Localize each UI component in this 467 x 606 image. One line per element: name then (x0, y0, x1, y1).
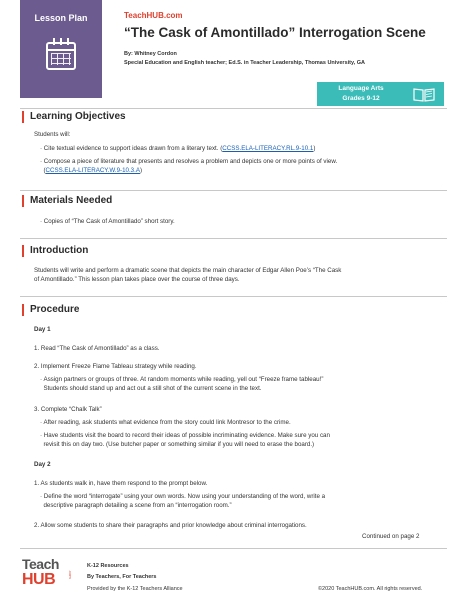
materials-heading: Materials Needed (22, 195, 112, 207)
author-credentials: Special Education and English teacher; Ed.S. in Teacher Leadership, Thomas University, GA (124, 60, 365, 66)
introduction-text: Students will write and perform a dramatic scene that depicts the main character of Edgar Allen Poe’s “The Cask of Amontillado.” This lesson plan takes place over the course of three days. (34, 267, 342, 283)
divider (20, 296, 447, 297)
introduction-heading: Introduction (22, 245, 88, 257)
standard-link[interactable]: CCSS.ELA-LITERACY.RL.9-10.1 (222, 145, 314, 152)
lesson-plan-tab (20, 0, 102, 98)
day-label: Day 1 (34, 326, 51, 333)
byline (124, 50, 365, 68)
procedure-step: 3. Complete “Chalk Talk” (34, 406, 102, 413)
procedure-step: 1. As students walk in, have them respond to the prompt below. (34, 480, 208, 487)
brand-name: TeachHUB.com (124, 11, 183, 20)
materials-item: · Copies of “The Cask of Amontillado” short story. (40, 218, 175, 225)
objective-item: · Cite textual evidence to support ideas drawn from a literary text. (CCSS.ELA-LITERACY.RL.9-10.1) (40, 145, 316, 152)
divider (20, 548, 447, 549)
objectives-intro: Students will: (34, 131, 71, 138)
badge-grades: Grades 9-12 (342, 95, 380, 102)
footer-copyright: ©2020 TeachHUB.com. All rights reserved. (318, 586, 423, 592)
procedure-heading: Procedure (22, 304, 79, 316)
author: By: Whitney Cordon (124, 51, 177, 57)
teachhub-logo: Teach HUB .com (22, 556, 73, 588)
badge-subject: Language Arts (338, 85, 384, 92)
procedure-substep: · Have students visit the board to record their ideas of possible incriminating evidence. Make sure you can revisit this on day two. (Use butcher paper or something similar if you will need to erase the board.) (40, 432, 330, 448)
divider (20, 238, 447, 239)
procedure-step: 2. Allow some students to share their paragraphs and prior knowledge about criminal interrogations. (34, 522, 307, 529)
divider (20, 108, 447, 109)
continued-note: Continued on page 2 (362, 533, 420, 540)
day-label: Day 2 (34, 461, 51, 468)
procedure-substep: · Define the word “interrogate” using your own words. Now using your understanding of the word, write a descriptive paragraph detailing a scene from an “interrogation room.” (40, 493, 326, 509)
procedure-step: 2. Implement Freeze Flame Tableau strategy while reading. (34, 363, 197, 370)
footer-tagline: By Teachers, For Teachers (87, 574, 157, 580)
procedure-substep: · After reading, ask students what evidence from the story could link Montresor to the crime. (40, 419, 291, 426)
footer-resources: K-12 Resources (87, 563, 129, 569)
tab-label: Lesson Plan (34, 13, 88, 23)
footer-provided: Provided by the K-12 Teachers Alliance (87, 586, 183, 592)
divider (20, 190, 447, 191)
subject-badge (317, 82, 444, 106)
book-icon (412, 86, 436, 102)
objective-item: · Compose a piece of literature that presents and resolves a problem and depicts one or more points of view. (CCSS.ELA-LITERACY.W.9-10.3.A) (40, 158, 338, 174)
procedure-step: 1. Read “The Cask of Amontillado” as a class. (34, 345, 160, 352)
standard-link[interactable]: CCSS.ELA-LITERACY.W.9-10.3.A (45, 167, 140, 174)
page-title: “The Cask of Amontillado” Interrogation Scene (124, 25, 426, 40)
objectives-heading: Learning Objectives (22, 111, 126, 123)
procedure-substep: · Assign partners or groups of three. At random moments while reading, yell out “Freeze frame tableau!” Students should stand up and act out a still shot of the current scene in the text. (40, 376, 324, 392)
calendar-icon (46, 42, 76, 70)
